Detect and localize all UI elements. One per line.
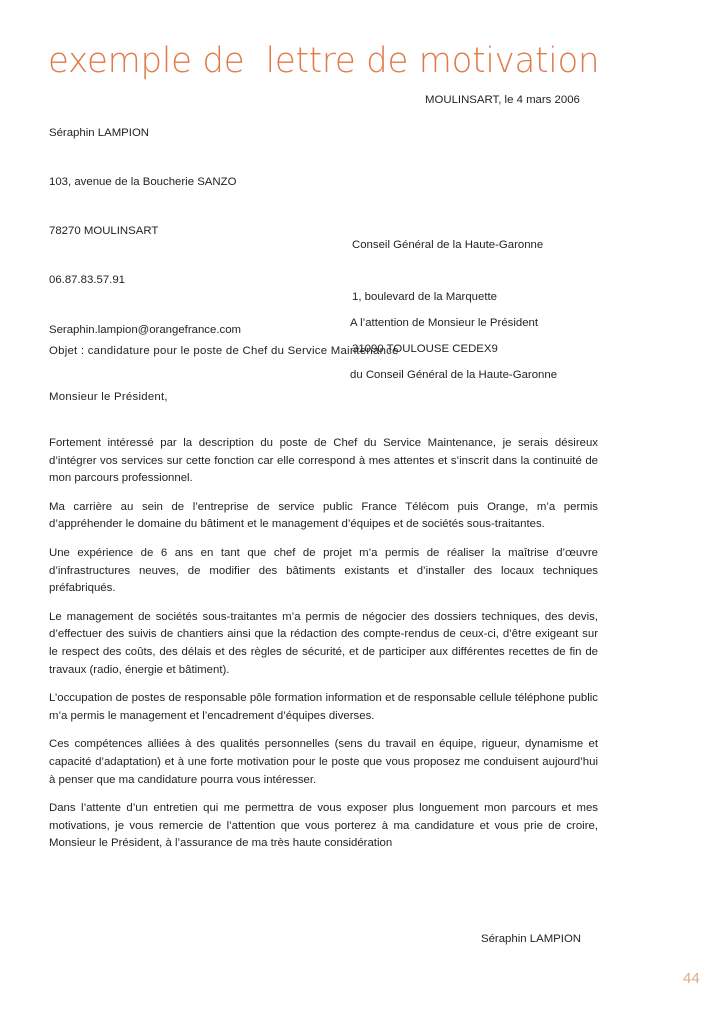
page-number: 44 xyxy=(683,970,700,987)
subject-line: Objet : candidature pour le poste de Chef du Service Maintenance xyxy=(49,345,399,357)
signature: Séraphin LAMPION xyxy=(481,933,582,945)
sender-city: 78270 MOULINSART xyxy=(49,225,159,238)
sender-name: Séraphin LAMPION xyxy=(49,126,150,139)
recipient-street: 1, boulevard de la Marquette xyxy=(352,291,498,304)
recipient-city: 31090 TOULOUSE CEDEX9 xyxy=(352,342,498,355)
sender-email: Seraphin.lampion@orangefrance.com xyxy=(49,323,242,336)
body-paragraph: Une expérience de 6 ans en tant que chef de projet m’a permis de réaliser la maîtrise d’œuvre d’infrastructures neuves, de modifier des bâtiments existants et d’installer des locaux techniques préfabriqués. xyxy=(49,546,598,595)
page-title: exemple de lettre de motivation xyxy=(48,41,600,81)
sender-address-block xyxy=(49,92,241,371)
body-paragraph: Fortement intéressé par la description du poste de Chef du Service Maintenance, je serais désireux d’intégrer vos services sur cette fonction car elle correspond à mes attentes et s’inscrit dans la continuité de mon parcours professionnel. xyxy=(49,437,598,485)
letter-body xyxy=(49,435,598,853)
body-paragraph: L’occupation de postes de responsable pôle formation information et de responsable cellule téléphone public m’a permis le management et l’encadrement d’équipes diverses. xyxy=(49,692,598,722)
body-paragraph: Ces compétences alliées à des qualités personnelles (sens du travail en équipe, rigueur, dynamisme et capacité d’adaptation) et à une forte motivation pour le poste que vous proposez me conduisent aujourd’hui à penser que ma candidature pourra vous intéresser. xyxy=(49,738,598,786)
body-paragraph: Dans l’attente d’un entretien qui me permettra de vous exposer plus longuement mon parcours et mes motivations, je vous remercie de l’attention que vous porterez à ma candidature et vous prie de croire, Monsieur le Président, à l’assurance de ma très haute considération xyxy=(49,802,598,850)
sender-street: 103, avenue de la Boucherie SANZO xyxy=(49,176,237,189)
body-paragraph: Le management de sociétés sous-traitantes m’a permis de négocier des dossiers techniques, des devis, d’effectuer des suivis de chantiers ainsi que la rédaction des compte-rendus de ceux-ci, d’être exigeant sur le respect des coûts, des délais et des règles de sécurité, et de participer aux différentes recettes de fin de travaux (radio, énergie et bâtiment). xyxy=(49,610,598,676)
attention-line-2: du Conseil Général de la Haute-Garonne xyxy=(350,369,558,382)
attention-line-1: A l’attention de Monsieur le Président xyxy=(350,317,539,330)
date-line: MOULINSART, le 4 mars 2006 xyxy=(425,94,580,106)
sender-phone: 06.87.83.57.91 xyxy=(49,274,126,287)
salutation: Monsieur le Président, xyxy=(49,391,168,403)
recipient-organisation: Conseil Général de la Haute-Garonne xyxy=(352,239,544,252)
body-paragraph: Ma carrière au sein de l’entreprise de service public France Télécom puis Orange, m’a permis d’appréhender le domaine du bâtiment et le management d’équipes et de sociétés sous-traitantes. xyxy=(49,500,598,531)
